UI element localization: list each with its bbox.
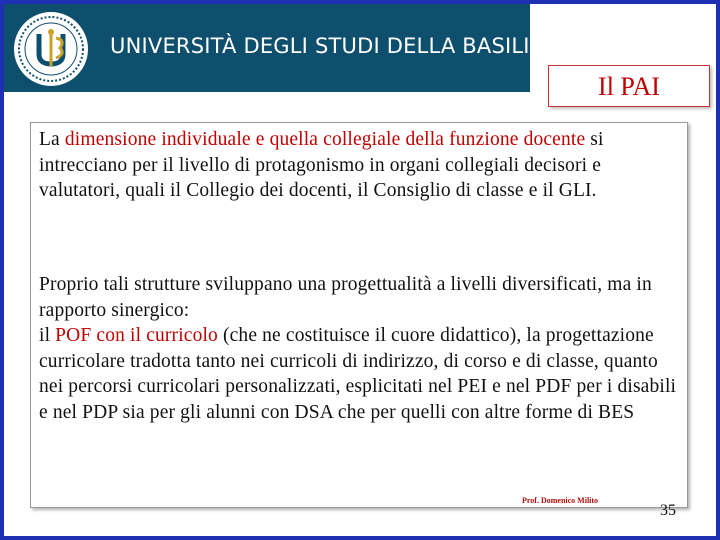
- page-number: 35: [660, 502, 676, 519]
- paragraph-text: si intrecciano per il livello di protagonismo in organi collegiali decisori e valutatori, quali il Collegio dei docenti, il Consiglio di classe e il GLI.: [39, 129, 604, 201]
- slide-title: Il PAI: [598, 72, 660, 101]
- highlight-text: POF con il curricolo: [55, 325, 218, 346]
- highlight-text: dimensione individuale e quella collegiale della funzione docente: [64, 129, 586, 150]
- university-seal-icon: [12, 10, 90, 88]
- content-box: [30, 122, 688, 508]
- paragraph-text: Proprio tali strutture sviluppano una progettualità a livelli diversificati, ma in rapporto sinergico:: [39, 274, 652, 321]
- author-credit: Prof. Domenico Milito: [522, 496, 599, 505]
- paragraph-structures: [39, 272, 685, 425]
- paragraph-text: La: [39, 129, 65, 150]
- header-banner: [4, 4, 584, 92]
- paragraph-text: il: [39, 325, 56, 346]
- paragraph-governance: [39, 127, 685, 204]
- paragraph-text: (che ne costituisce il cuore didattico), la progettazione curricolare tradotta tanto nei curricoli di indirizzo, di corso e di classe, quanto nei percorsi curricolari personalizzati, esplicitati nel PEI e nel PDF per i disabili e nel PDP sia per gli alunni con DSA che per quelli con altre forme di BES: [39, 325, 677, 423]
- university-name: UNIVERSITÀ DEGLI STUDI DELLA BASILICATA: [110, 34, 584, 58]
- slide-title-box: [548, 65, 710, 107]
